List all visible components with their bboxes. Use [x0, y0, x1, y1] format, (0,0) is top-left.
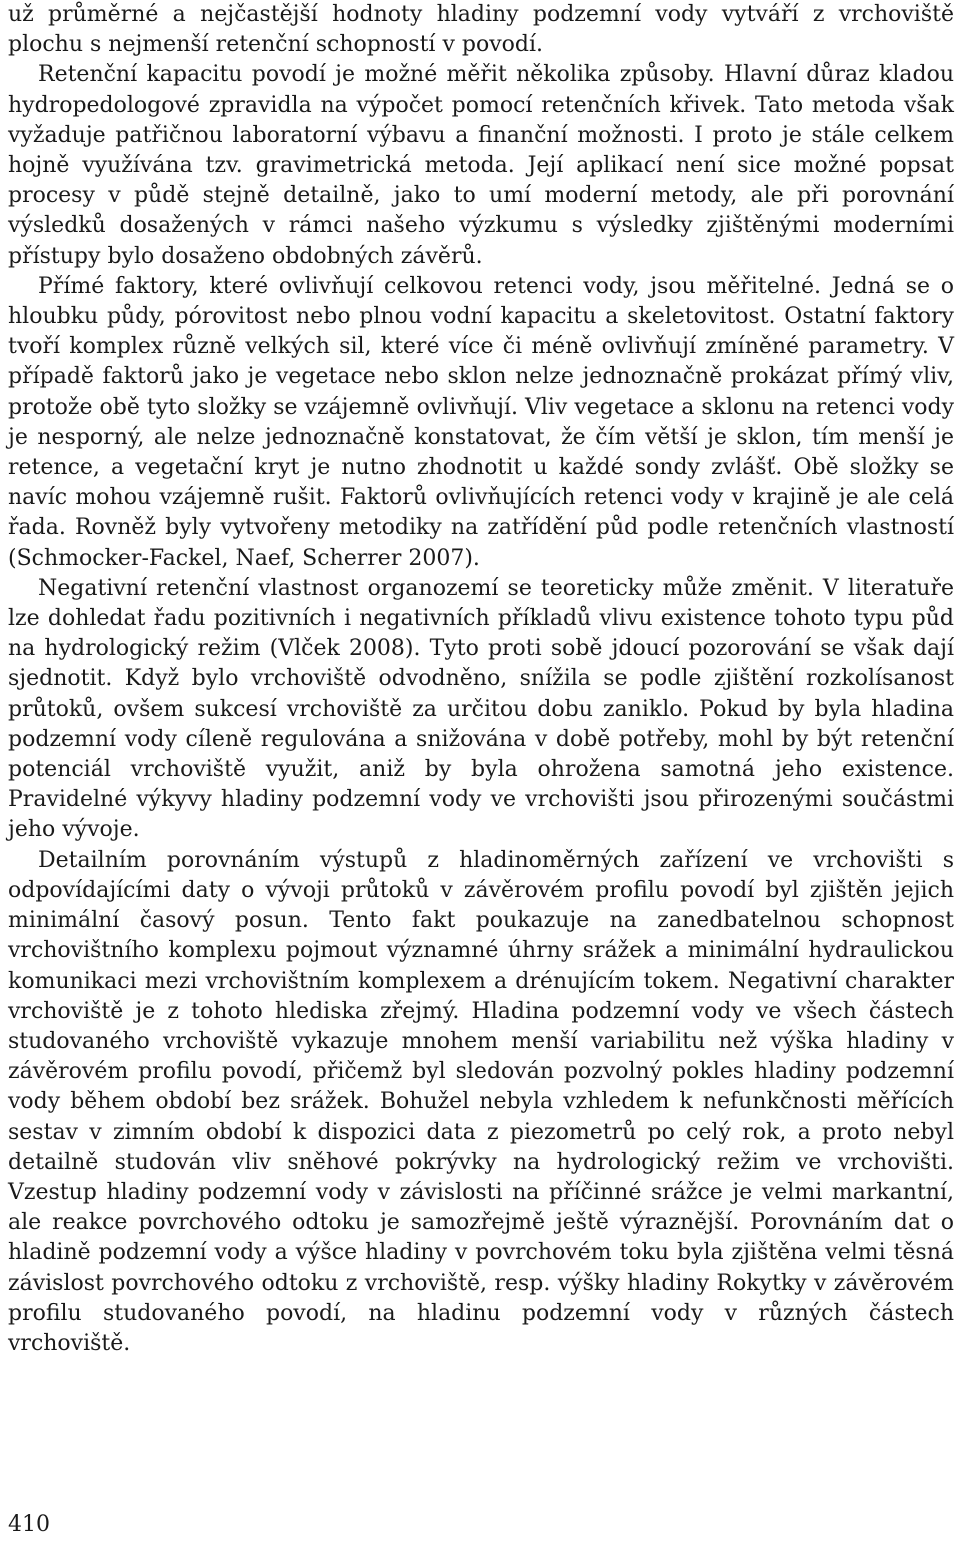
- page-number: 410: [8, 1512, 50, 1537]
- body-text: [8, 0, 954, 1359]
- paragraph-5: Detailním porovnáním výstupů z hladinoměrných zařízení ve vrchovišti s odpovídajícími daty o vývoji průtoků v závěrovém profilu povodí byl zjištěn jejich minimální časový posun. Tento fakt poukazuje na zanedbatelnou schopnost vrchovištního komplexu pojmout významné úhrny srážek a minimální hydraulickou komunikaci mezi vrchovištním komplexem a drénujícím tokem. Negativní charakter vrchoviště je z tohoto hlediska zřejmý. Hladina podzemní vody ve všech částech studovaného vrchoviště vykazuje mnohem menší variabilitu než výška hladiny v závěrovém profilu povodí, přičemž byl sledován pozvolný pokles hladiny podzemní vody během období bez srážek. Bohužel nebyla vzhledem k nefunkčnosti měřících sestav v zimním období k dispozici data z piezometrů po celý rok, a proto nebyl detailně studován vliv sněhové pokrývky na hydrologický režim ve vrchovišti. Vzestup hladiny podzemní vody v závislosti na příčinné srážce je velmi markantní, ale reakce povrchového odtoku je samozřejmě ještě výraznější. Porovnáním dat o hladině podzemní vody a výšce hladiny v povrchovém toku byla zjištěna velmi těsná závislost povrchového odtoku z vrchoviště, resp. výšky hladiny Rokytky v závěrovém profilu studovaného povodí, na hladinu podzemní vody v různých částech vrchoviště.: [8, 847, 954, 1356]
- paragraph-4: Negativní retenční vlastnost organozemí se teoreticky může změnit. V literatuře lze dohledat řadu pozitivních i negativních příkladů vlivu existence tohoto typu půd na hydrologický režim (Vlček 2008). Tyto proti sobě jdoucí pozorování se však dají sjednotit. Když bylo vrchoviště odvodněno, snížila se podle zjištění rozkolísanost průtoků, ovšem sukcesí vrchoviště za určitou dobu zaniklo. Pokud by byla hladina podzemní vody cíleně regulována a snižována v době potřeby, mohl by být retenční potenciál vrchoviště využit, aniž by byla ohrožena samotná jeho existence. Pravidelné výkyvy hladiny podzemní vody ve vrchovišti jsou přirozenými součástmi jeho vývoje.: [8, 575, 954, 843]
- paragraph-3: Přímé faktory, které ovlivňují celkovou retenci vody, jsou měřitelné. Jedná se o hloubku půdy, pórovitost nebo plnou vodní kapacitu a skeletovitost. Ostatní faktory tvoří komplex různě velkých sil, které více či méně ovlivňují zmíněné parametry. V případě faktorů jako je vegetace nebo sklon nelze jednoznačně prokázat přímý vliv, protože obě tyto složky se vzájemně ovlivňují. Vliv vegetace a sklonu na retenci vody je nesporný, ale nelze jednoznačně konstatovat, že čím větší je sklon, tím menší je retence, a vegetační kryt je nutno zhodnotit u každé sondy zvlášť. Obě složky se navíc mohou vzájemně rušit. Faktorů ovlivňujících retenci vody v krajině je ale celá řada. Rovněž byly vytvořeny metodiky na zatřídění půd podle retenčních vlastností (Schmocker-Fackel, Naef, Scherrer 2007).: [8, 273, 954, 571]
- paragraph-1: už průměrné a nejčastější hodnoty hladiny podzemní vody vytváří z vrchoviště plochu s nejmenší retenční schopností v povodí.: [8, 2, 954, 58]
- paragraph-2: Retenční kapacitu povodí je možné měřit několika způsoby. Hlavní důraz kladou hydropedologové zpravidla na výpočet pomocí retenčních křivek. Tato metoda však vyžaduje patřičnou laboratorní výbavu a finanční možnosti. I proto je stále celkem hojně využívána tzv. gravimetrická metoda. Její aplikací není sice možné popsat procesy v půdě stejně detailně, jako to umí moderní metody, ale při porovnání výsledků dosažených v rámci našeho výzkumu s výsledky zjištěnými moderními přístupy bylo dosaženo obdobných závěrů.: [8, 62, 954, 269]
